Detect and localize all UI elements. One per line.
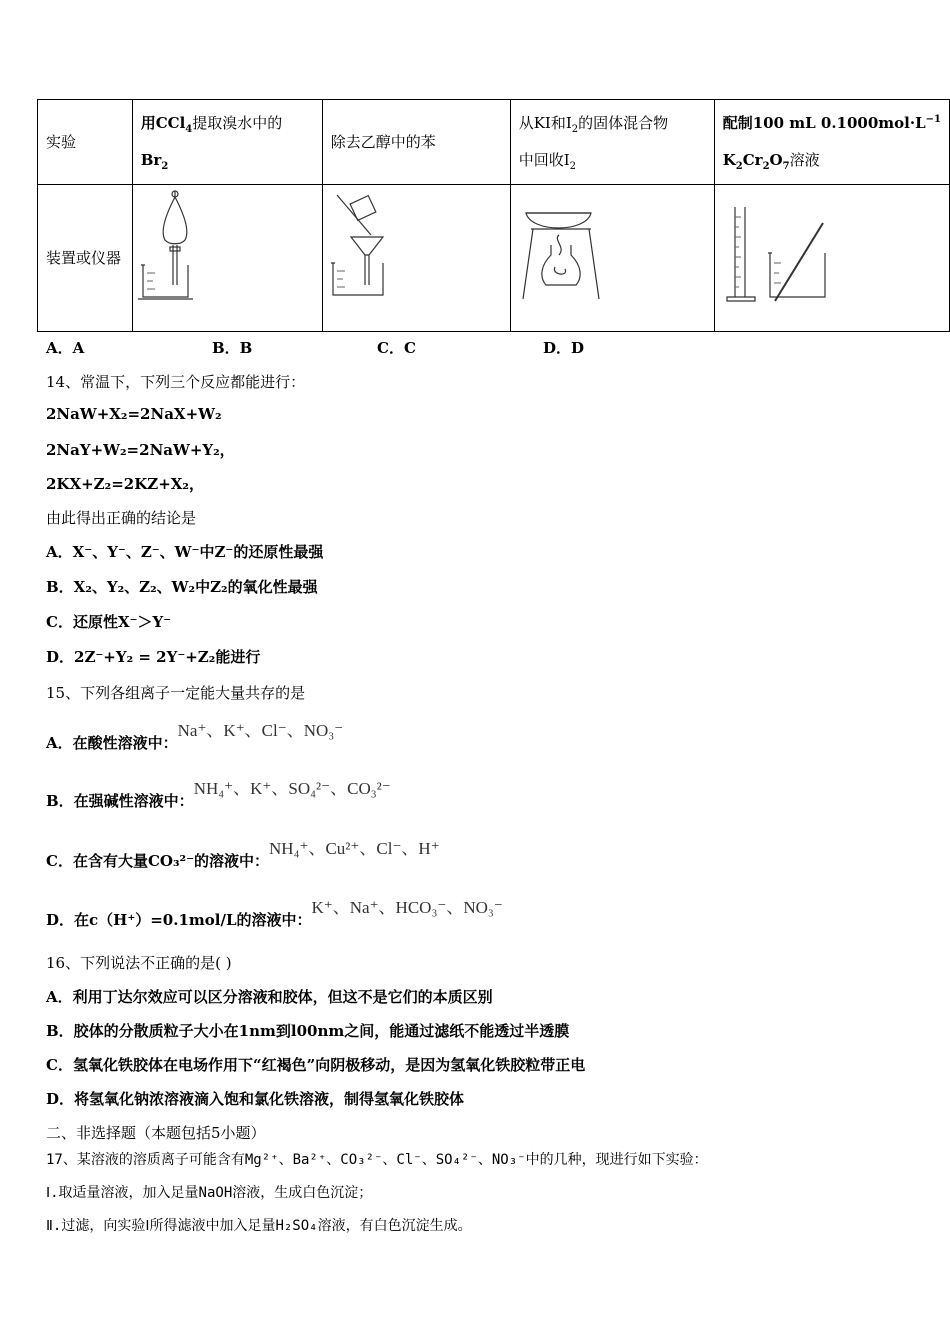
q15-option-d: D．在c（H⁺）=0.1mol/L的溶液中：K⁺、Na⁺、HCO₃⁻、NO₃⁻	[46, 898, 503, 929]
q13-option-c: C．C	[377, 339, 416, 357]
q14-equation-3: 2KX+Z₂=2KZ+X₂，	[46, 475, 204, 493]
q14-option-a: A．X⁻、Y⁻、Z⁻、W⁻中Z⁻的还原性最强	[46, 543, 324, 561]
q15-option-c: C．在含有大量CO₃²⁻的溶液中：NH₄⁺、Cu²⁺、Cl⁻、H⁺	[46, 839, 440, 870]
q14-equation-1: 2NaW+X₂=2NaX+W₂	[46, 405, 222, 423]
table-row-apparatus	[38, 185, 950, 332]
row-header-experiment: 实验	[38, 100, 133, 185]
experiment-table	[37, 99, 950, 332]
q15-option-a: A．在酸性溶液中：Na⁺、K⁺、Cl⁻、NO₃⁻	[46, 721, 344, 752]
q15-option-a-ions: Na⁺、K⁺、Cl⁻、NO₃⁻	[177, 721, 344, 740]
cell-experiment-d: 配制100 mL $0.1000mol\cdot L^{-1}$ $K_2Cr_2O_7$溶液	[714, 100, 949, 185]
evaporation-illustration	[511, 185, 714, 331]
q15-option-c-ions: NH₄⁺、Cu²⁺、Cl⁻、H⁺	[269, 839, 440, 858]
q13-option-a: A．A	[46, 339, 85, 357]
row-header-apparatus: 装置或仪器	[38, 185, 133, 332]
q14-option-b: B．X₂、Y₂、Z₂、W₂中Z₂的氧化性最强	[46, 578, 318, 596]
q14-option-d: D．2Z⁻+Y₂ = 2Y⁻+Z₂能进行	[46, 648, 261, 666]
cell-experiment-c: 从KI和$I_2$的固体混合物 中回收$I_2$	[510, 100, 714, 185]
cell-apparatus-b	[322, 185, 510, 332]
q17-step-1: Ⅰ.取适量溶液，加入足量NaOH溶液，生成白色沉淀；	[46, 1185, 373, 1201]
q16-option-a: A．利用丁达尔效应可以区分溶液和胶体，但这不是它们的本质区别	[46, 988, 493, 1006]
q17-stem: 17、某溶液的溶质离子可能含有Mg²⁺、Ba²⁺、CO₃²⁻、Cl⁻、SO₄²⁻、NO₃⁻中的几种，现进行如下实验：	[46, 1152, 708, 1168]
q15-option-d-ions: K⁺、Na⁺、HCO₃⁻、NO₃⁻	[311, 898, 503, 917]
q14-equation-2: 2NaY+W₂=2NaW+Y₂，	[46, 441, 235, 459]
section-heading: 二、非选择题（本题包括5小题）	[46, 1124, 266, 1142]
q14-option-c: C．还原性X⁻＞Y⁻	[46, 613, 172, 631]
q16-option-b: B．胶体的分散质粒子大小在1nm到l00nm之间，能通过滤纸不能透过半透膜	[46, 1022, 570, 1040]
q14-stem: 14、常温下，下列三个反应都能进行：	[46, 373, 306, 391]
cell-apparatus-a	[132, 185, 322, 332]
cell-experiment-b: 除去乙醇中的苯	[322, 100, 510, 185]
cell-apparatus-d	[714, 185, 949, 332]
q16-option-c: C．氢氧化铁胶体在电场作用下“红褐色”向阴极移动，是因为氢氧化铁胶粒带正电	[46, 1056, 586, 1074]
table-row-experiment	[38, 100, 950, 185]
q16-stem: 16、下列说法不正确的是( )	[46, 954, 232, 972]
q15-option-b: B．在强碱性溶液中：NH₄⁺、K⁺、SO₄²⁻、CO₃²⁻	[46, 779, 391, 810]
q13-option-b: B．B	[212, 339, 253, 357]
q16-option-d: D．将氢氧化钠浓溶液滴入饱和氯化铁溶液，制得氢氧化铁胶体	[46, 1090, 465, 1108]
q15-stem: 15、下列各组离子一定能大量共存的是	[46, 684, 306, 702]
q13-option-d: D．D	[543, 339, 585, 357]
filtration-illustration	[323, 185, 510, 331]
cell-experiment-a: 用CCl$_4$提取溴水中的 $Br_2$	[132, 100, 322, 185]
q14-conclusion: 由此得出正确的结论是	[46, 509, 197, 527]
cell-apparatus-c	[510, 185, 714, 332]
separatory-funnel-illustration	[133, 185, 322, 331]
q15-option-b-ions: NH₄⁺、K⁺、SO₄²⁻、CO₃²⁻	[193, 779, 391, 798]
cylinder-beaker-illustration	[715, 185, 915, 331]
q17-step-2: Ⅱ.过滤，向实验Ⅰ所得滤液中加入足量H₂SO₄溶液，有白色沉淀生成。	[46, 1218, 472, 1234]
